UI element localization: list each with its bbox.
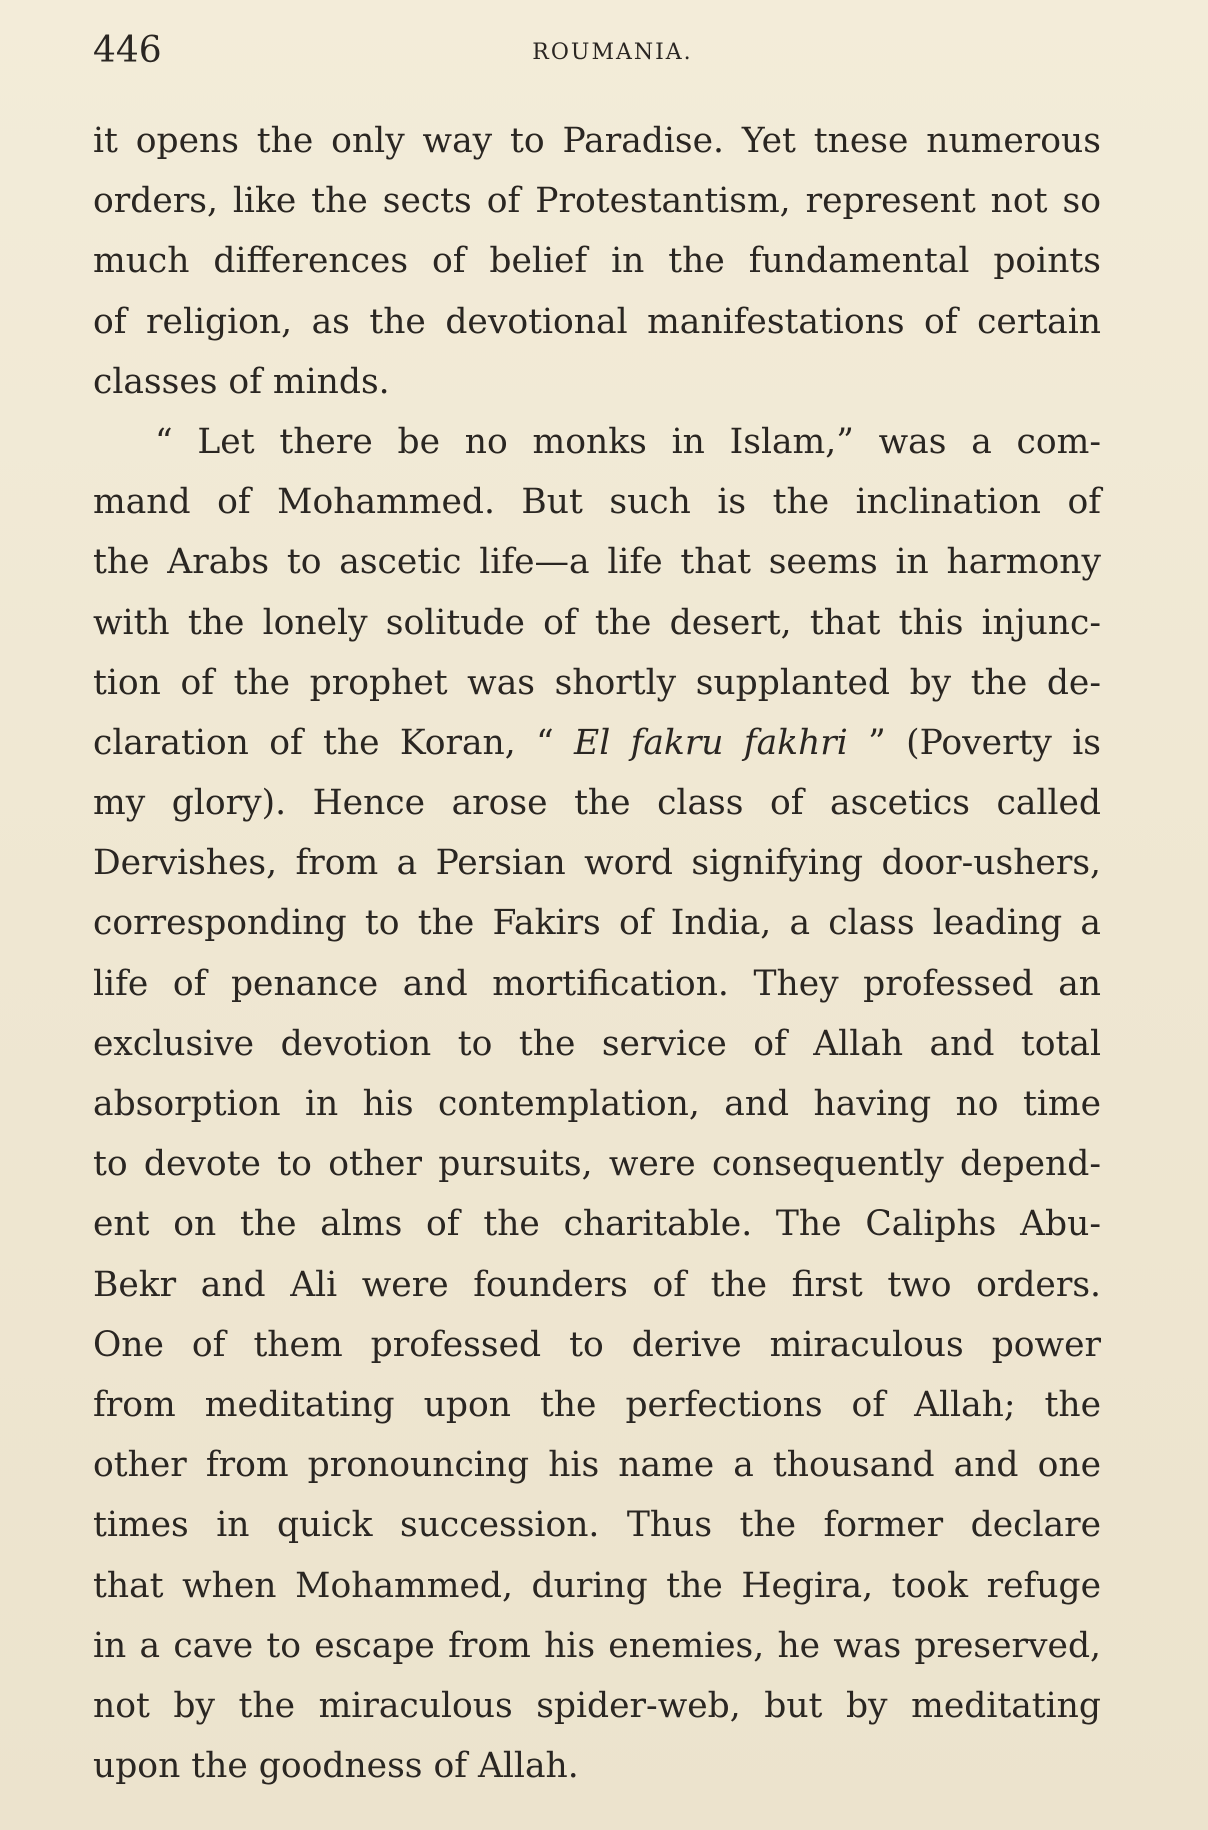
text-line: Bekr and Ali were founders of the first two orders. xyxy=(93,1264,1101,1305)
text-line: other from pronouncing his name a thousand and one xyxy=(93,1445,1101,1486)
text-line: absorption in his contemplation, and having no time xyxy=(93,1084,1101,1124)
running-title: ROUMANIA. xyxy=(532,40,693,65)
text-line: exclusive devotion to the service of Allah and total xyxy=(93,1023,1101,1064)
text-segment: claration of the Koran, “ xyxy=(93,722,575,763)
text-line: of religion, as the devotional manifestations of certain xyxy=(93,301,1101,342)
text-line: with the lonely solitude of the desert, that this injunc- xyxy=(93,602,1101,643)
text-line: life of penance and mortification. They professed an xyxy=(93,963,1101,1004)
text-line: upon the goodness of Allah. xyxy=(93,1746,579,1787)
text-line: much differences of belief in the fundamental points xyxy=(93,241,1101,282)
text-line: the Arabs to ascetic life—a life that seems in harmony xyxy=(93,542,1101,583)
text-segment: ” (Poverty is xyxy=(847,722,1101,763)
text-line: it opens the only way to Paradise. Yet tnese numerous xyxy=(93,121,1101,161)
text-line: Dervishes, from a Persian word signifying door-ushers, xyxy=(93,843,1101,884)
text-line: that when Mohammed, during the Hegira, took refuge xyxy=(93,1565,1101,1606)
text-line: my glory). Hence arose the class of ascetics called xyxy=(93,783,1101,824)
text-line: “ Let there be no monks in Islam,” was a com- xyxy=(155,421,1101,462)
body-text xyxy=(93,111,1101,1796)
text-line: mand of Mohammed. But such is the inclination of xyxy=(93,482,1101,523)
text-line: corresponding to the Fakirs of India, a class leading a xyxy=(93,903,1101,944)
text-line: ent on the alms of the charitable. The Caliphs Abu- xyxy=(93,1204,1101,1245)
page-number: 446 xyxy=(93,30,162,71)
text-line: times in quick succession. Thus the former declare xyxy=(93,1505,1101,1546)
text-line xyxy=(93,713,1101,773)
text-line: not by the miraculous spider-web, but by meditating xyxy=(93,1685,1101,1726)
text-line: from meditating upon the perfections of Allah; the xyxy=(93,1384,1101,1425)
text-line: classes of minds. xyxy=(93,361,390,402)
page-header xyxy=(93,26,1108,76)
text-line: One of them professed to derive miraculous power xyxy=(93,1324,1101,1365)
text-line: orders, like the sects of Protestantism, represent not so xyxy=(93,181,1101,222)
text-line: in a cave to escape from his enemies, he was preserved, xyxy=(93,1625,1101,1666)
text-line: tion of the prophet was shortly supplanted by the de- xyxy=(93,662,1101,703)
text-line: to devote to other pursuits, were consequently depend- xyxy=(93,1144,1101,1185)
italic-phrase: El fakru fakhri xyxy=(574,722,848,763)
